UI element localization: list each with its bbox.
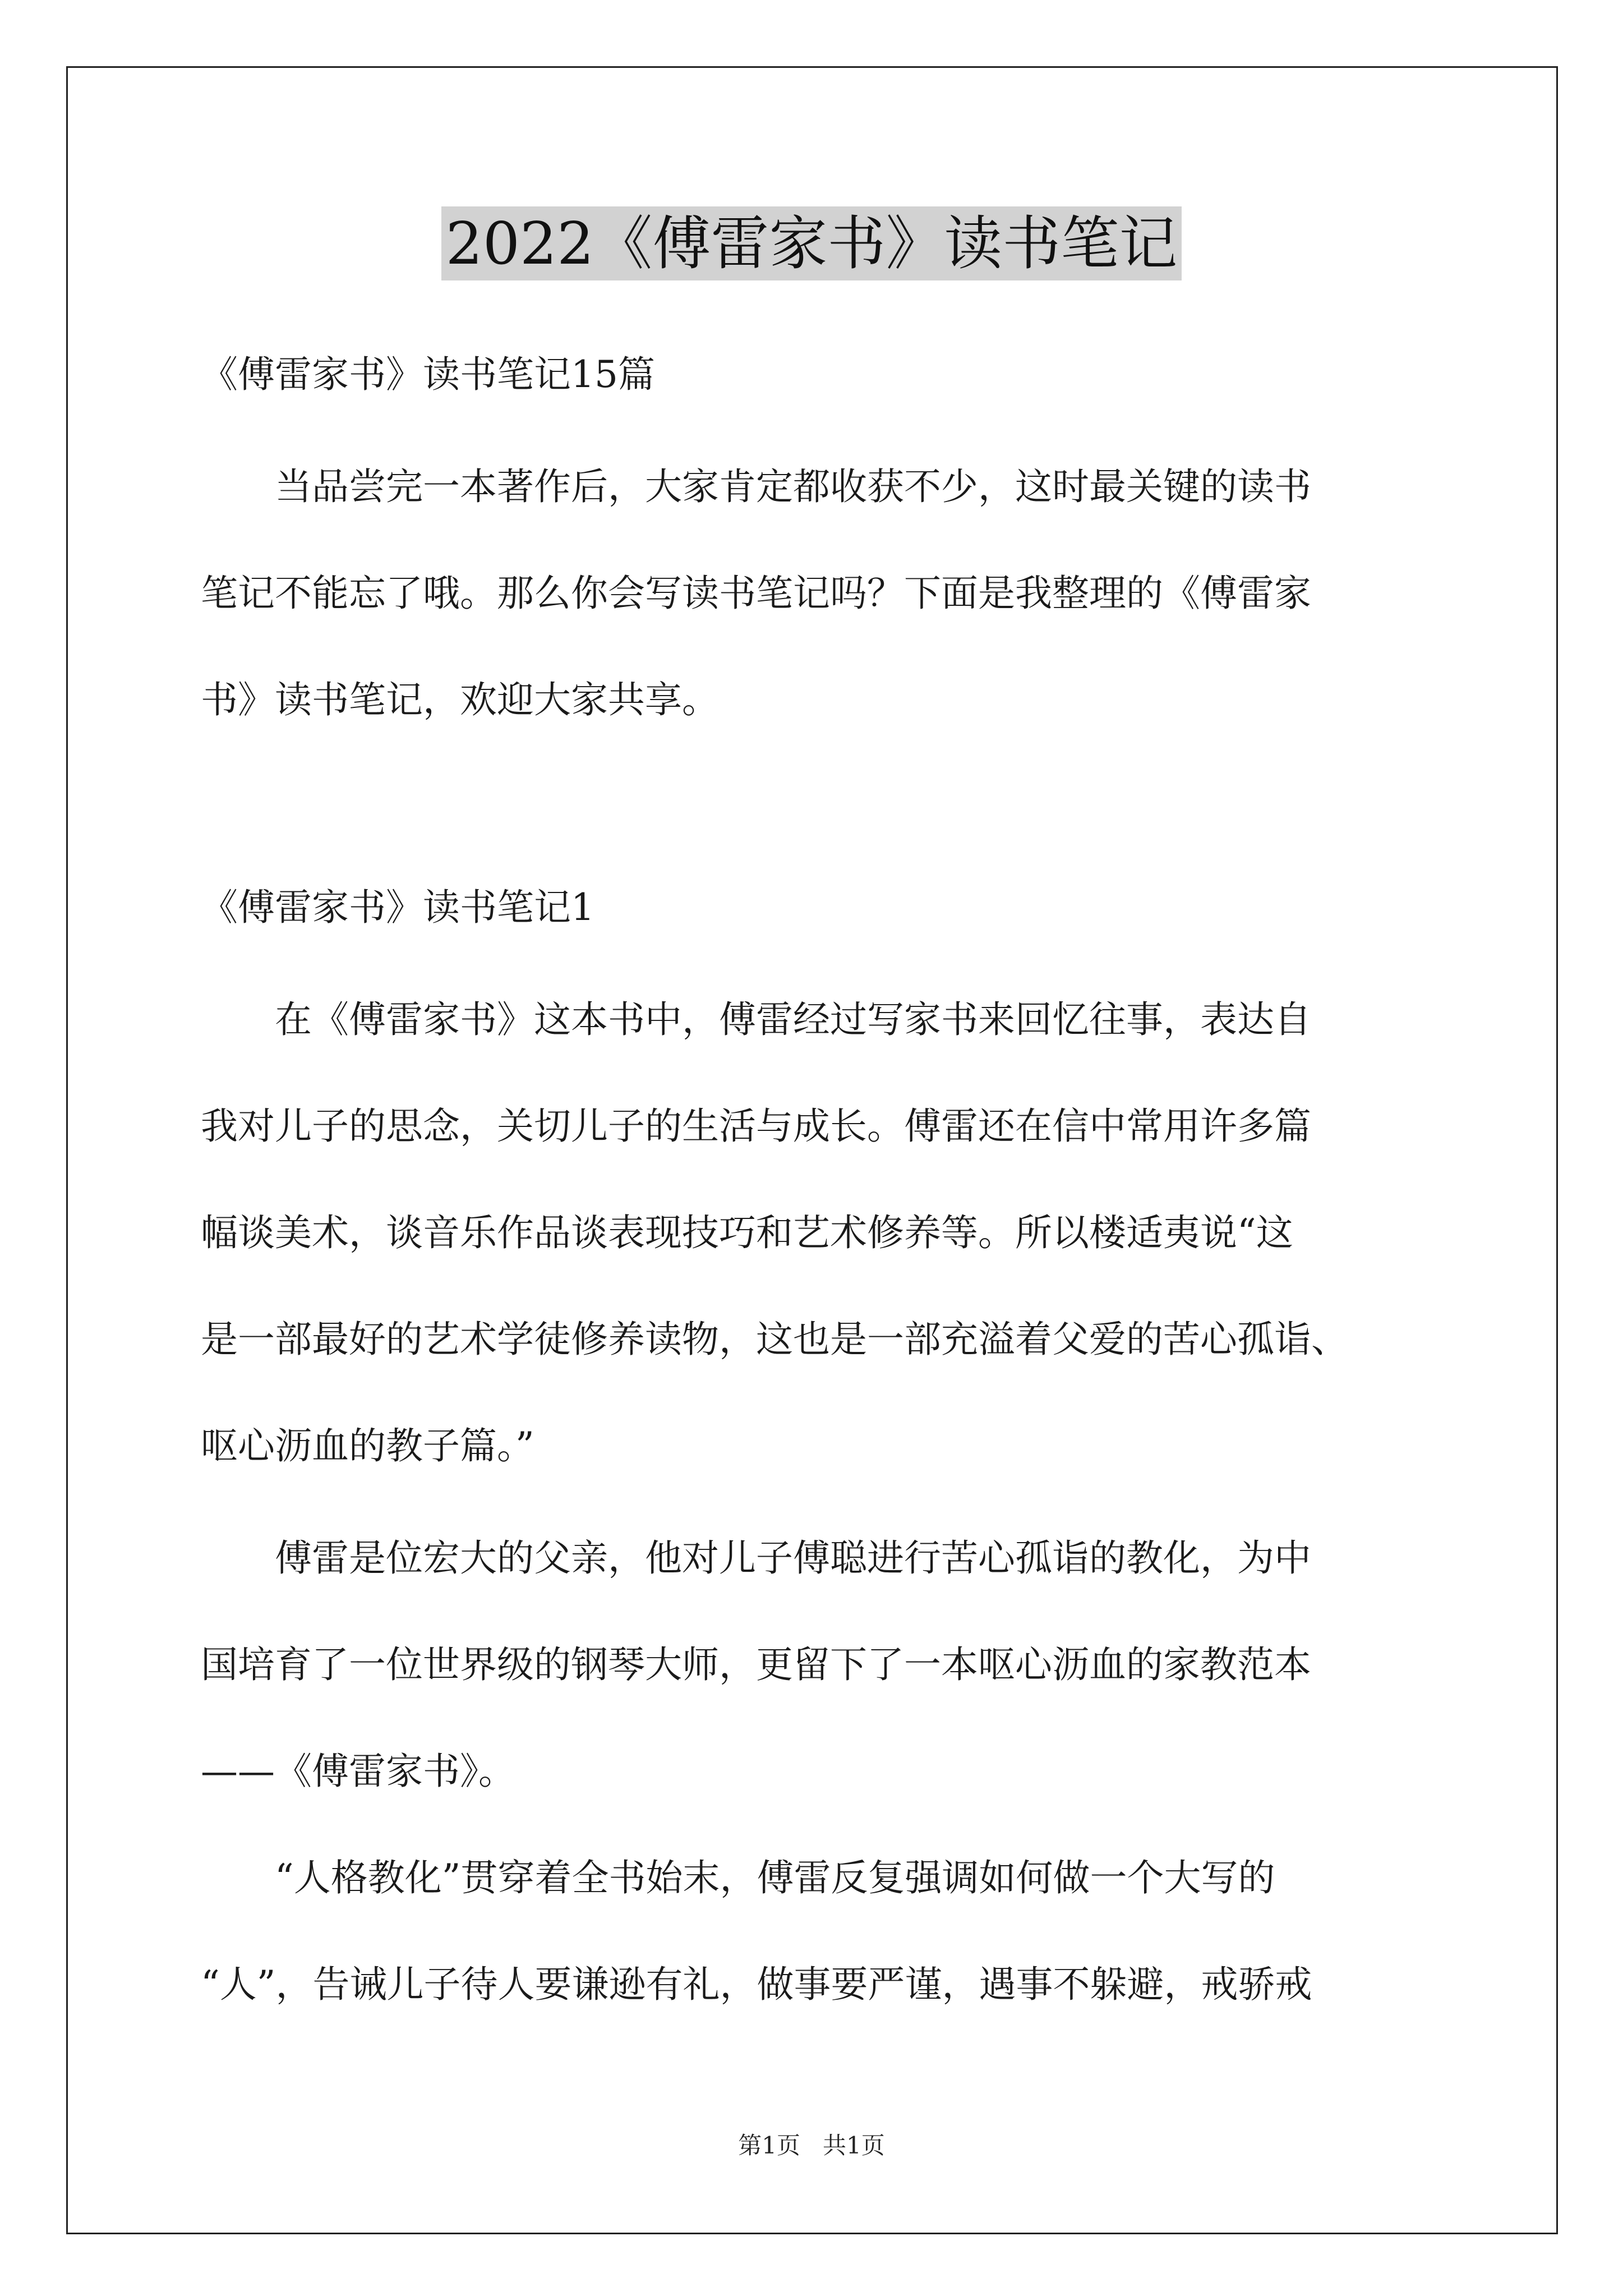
text-line: 在《傅雷家书》这本书中，傅雷经过写家书来回忆往事，表达自 (201, 998, 1311, 1041)
text-line: “人格教化”贯穿着全书始末，傅雷反复强调如何做一个大写的 (201, 1856, 1275, 1899)
text-line: 傅雷是位宏大的父亲，他对儿子傅聪进行苦心孤诣的教化，为中 (201, 1536, 1311, 1580)
page-total: 共1页 (823, 2132, 885, 2159)
text-line: 《傅雷家书》读书笔记15篇 (201, 353, 655, 396)
text-line: 当品尝完一本著作后，大家肯定都收获不少，这时最关键的读书 (201, 465, 1311, 508)
page-footer (0, 2132, 1623, 2160)
text-line: 是一部最好的艺术学徒修养读物，这也是一部充溢着父爱的苦心孤诣、 (201, 1318, 1348, 1361)
text-line: 呕心沥血的教子篇。” (201, 1424, 534, 1467)
text-line: 书》读书笔记，欢迎大家共享。 (201, 678, 719, 721)
title-block (0, 206, 1623, 280)
text-line: 《傅雷家书》读书笔记1 (201, 886, 594, 929)
document-title: 2022《傅雷家书》读书笔记 (441, 206, 1182, 280)
text-line: 国培育了一位世界级的钢琴大师，更留下了一本呕心沥血的家教范本 (201, 1643, 1311, 1686)
text-line: “人”，告诫儿子待人要谦逊有礼，做事要严谨，遇事不躲避，戒骄戒 (201, 1963, 1312, 2006)
text-line: 笔记不能忘了哦。那么你会写读书笔记吗？下面是我整理的《傅雷家 (201, 572, 1311, 615)
text-line: 幅谈美术，谈音乐作品谈表现技巧和艺术修养等。所以楼适夷说“这 (201, 1211, 1293, 1254)
page-number: 第1页 (738, 2132, 800, 2159)
text-line: 我对儿子的思念，关切儿子的生活与成长。傅雷还在信中常用许多篇 (201, 1105, 1311, 1148)
text-line: ——《傅雷家书》。 (201, 1750, 515, 1793)
